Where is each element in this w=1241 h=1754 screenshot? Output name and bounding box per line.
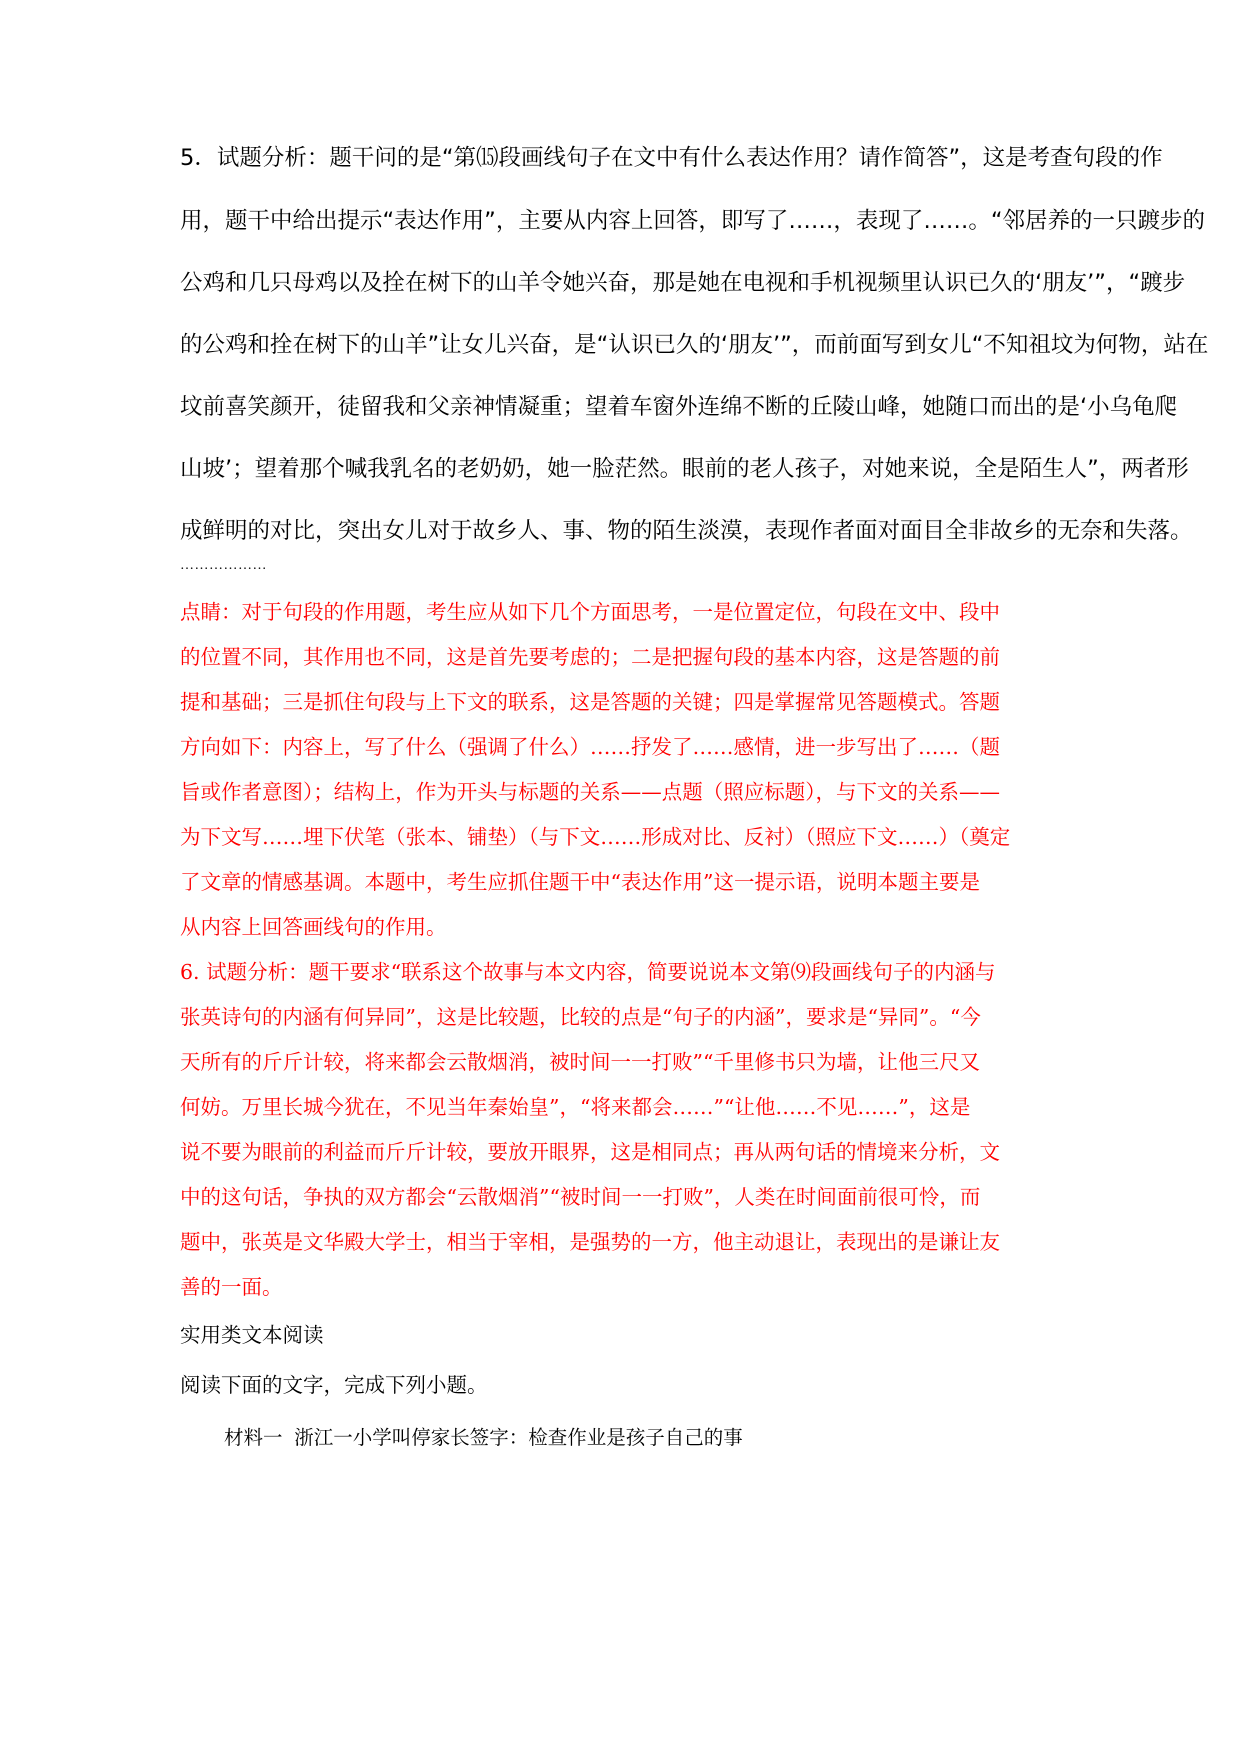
analysis-5-line-5: 坟前喜笑颜开，徒留我和父亲神情凝重；望着车窗外连绵不断的丘陵山峰，她随口而出的是‘小乌龟爬 xyxy=(180,394,1178,420)
analysis-6-line-4: 何妨。万里长城今犹在，不见当年秦始皇”，“将来都会……”“让他……不见……”，这是 xyxy=(180,1095,971,1119)
tip-line-2: 的位置不同，其作用也不同，这是首先要考虑的；二是把握句段的基本内容，这是答题的前 xyxy=(180,645,1000,669)
analysis-6-line-5: 说不要为眼前的利益而斤斤计较，要放开眼界，这是相同点；再从两句话的情境来分析，文 xyxy=(180,1140,1000,1164)
material-title: 材料一 浙江一小学叫停家长签字：检查作业是孩子自己的事 xyxy=(224,1426,743,1449)
analysis-5-line-6: 山坡’；望着那个喊我乳名的老奶奶，她一脸茫然。眼前的老人孩子，对她来说，全是陌生人”，两者形 xyxy=(180,456,1189,482)
tip-line-8: 从内容上回答画线句的作用。 xyxy=(180,915,447,939)
analysis-6-line-8: 善的一面。 xyxy=(180,1275,283,1299)
reading-instruction: 阅读下面的文字，完成下列小题。 xyxy=(180,1373,488,1397)
tip-line-6: 为下文写……埋下伏笔（张本、铺垫）（与下文……形成对比、反衬）（照应下文……）（奠定 xyxy=(180,825,1011,849)
analysis-6-line-3: 天所有的斤斤计较，将来都会云散烟消，被时间一一打败”“千里修书只为墙，让他三尺又 xyxy=(180,1050,980,1074)
analysis-6-line-6: 中的这句话，争执的双方都会“云散烟消”“被时间一一打败”，人类在时间面前很可怜，而 xyxy=(180,1185,981,1209)
analysis-5-line-7: 成鲜明的对比，突出女儿对于故乡人、事、物的陌生淡漠，表现作者面对面目全非故乡的无奈和失落。 xyxy=(180,518,1193,544)
ellipsis-separator: ……………… xyxy=(180,558,267,573)
analysis-6-line-7: 题中，张英是文华殿大学士，相当于宰相，是强势的一方，他主动退让，表现出的是谦让友 xyxy=(180,1230,1000,1254)
analysis-6-line-2: 张英诗句的内涵有何异同”，这是比较题，比较的点是“句子的内涵”，要求是“异同”。“今 xyxy=(180,1005,981,1029)
tip-line-1: 点睛：对于句段的作用题，考生应从如下几个方面思考，一是位置定位，句段在文中、段中 xyxy=(180,600,1000,624)
analysis-6-line-1: 6. 试题分析：题干要求“联系这个故事与本文内容，简要说说本文第⑼段画线句子的内涵与 xyxy=(180,960,996,984)
tip-line-5: 旨或作者意图）；结构上，作为开头与标题的关系——点题（照应标题），与下文的关系—— xyxy=(180,780,1000,804)
tip-line-4: 方向如下：内容上，写了什么（强调了什么）……抒发了……感情，进一步写出了……（题 xyxy=(180,735,1000,759)
tip-line-7: 了文章的情感基调。本题中，考生应抓住题干中“表达作用”这一提示语，说明本题主要是 xyxy=(180,870,980,894)
analysis-5-line-3: 公鸡和几只母鸡以及拴在树下的山羊令她兴奋，那是她在电视和手机视频里认识已久的‘朋友’”，“踱步 xyxy=(180,270,1186,296)
analysis-5-line-2: 用，题干中给出提示“表达作用”，主要从内容上回答，即写了……，表现了……。“邻居养的一只踱步的 xyxy=(180,208,1205,234)
analysis-5-line-1: 5．试题分析：题干问的是“第⒂段画线句子在文中有什么表达作用？请作简答”，这是考查句段的作 xyxy=(180,145,1163,171)
analysis-5-line-4: 的公鸡和拴在树下的山羊”让女儿兴奋，是“认识已久的‘朋友’”，而前面写到女儿“不知祖坟为何物，站在 xyxy=(180,332,1209,358)
tip-line-3: 提和基础；三是抓住句段与上下文的联系，这是答题的关键；四是掌握常见答题模式。答题 xyxy=(180,690,1000,714)
section-heading: 实用类文本阅读 xyxy=(180,1323,324,1347)
